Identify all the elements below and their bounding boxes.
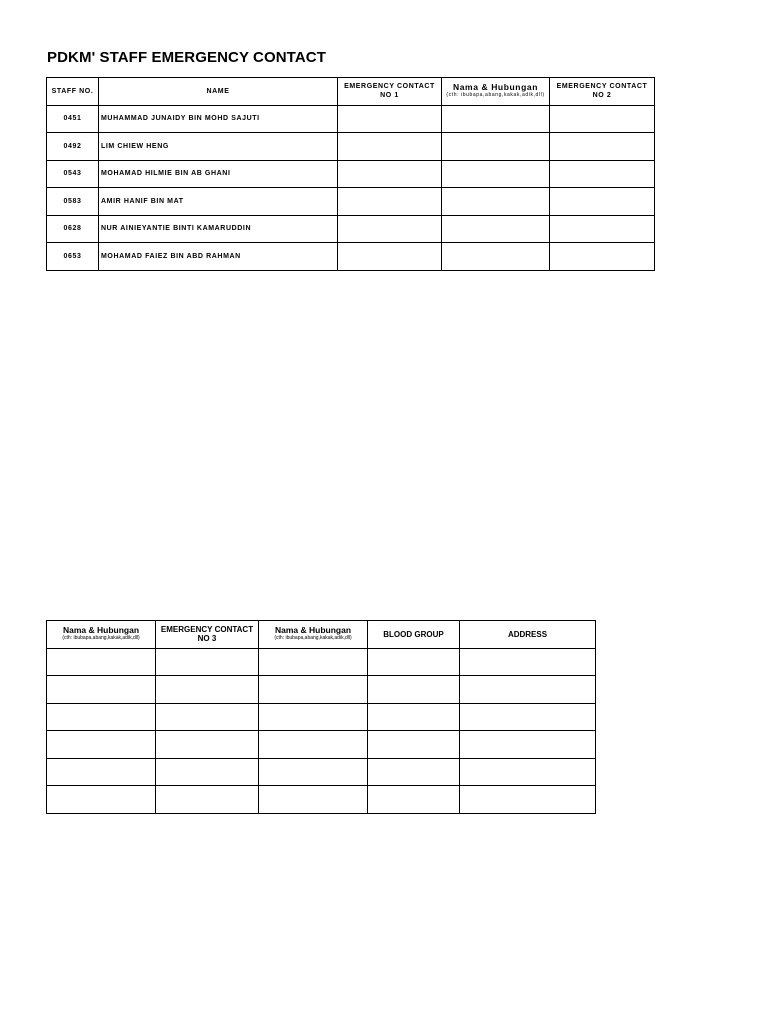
table-row [47, 786, 596, 814]
header-ec3-line1: EMERGENCY CONTACT [160, 625, 254, 635]
header-address: ADDRESS [460, 621, 596, 649]
emergency-contact-1-cell[interactable] [338, 105, 442, 133]
table-header-row [47, 78, 655, 106]
nama-hubungan-3-cell[interactable] [259, 703, 368, 731]
blood-group-cell[interactable] [368, 758, 460, 786]
nama-hubungan-2-cell[interactable] [47, 703, 156, 731]
emergency-contact-2-cell[interactable] [550, 215, 655, 243]
staff-no-cell: 0653 [47, 243, 99, 271]
emergency-contact-1-cell[interactable] [338, 133, 442, 161]
header-ec1-line2: NO 1 [380, 92, 399, 100]
name-cell: MOHAMAD HILMIE BIN AB GHANI [99, 160, 338, 188]
emergency-contact-1-cell[interactable] [338, 215, 442, 243]
table-row [47, 215, 655, 243]
emergency-contact-1-cell[interactable] [338, 160, 442, 188]
emergency-contact-3-cell[interactable] [156, 731, 259, 759]
nama-hubungan-2-cell[interactable] [47, 786, 156, 814]
table-header-row [47, 621, 596, 649]
emergency-contact-3-cell[interactable] [156, 648, 259, 676]
nama-hubungan-2-cell[interactable] [47, 731, 156, 759]
nama-hubungan-3-cell[interactable] [259, 676, 368, 704]
header-emergency-contact-2 [550, 78, 655, 106]
emergency-contact-2-cell[interactable] [550, 188, 655, 216]
address-cell[interactable] [460, 703, 596, 731]
nama-hubungan-1-cell[interactable] [442, 105, 550, 133]
table-row [47, 160, 655, 188]
staff-no-cell: 0492 [47, 133, 99, 161]
nama-hubungan-hint: (cth: ibubapa,abang,kakak,adik,dll) [446, 92, 545, 99]
table-row [47, 703, 596, 731]
contact-details-table [46, 620, 596, 814]
name-cell: LIM CHIEW HENG [99, 133, 338, 161]
header-nama-hubungan-3 [259, 621, 368, 649]
header-name: NAME [99, 78, 338, 106]
staff-no-cell: 0628 [47, 215, 99, 243]
header-blood-group: BLOOD GROUP [368, 621, 460, 649]
nama-hubungan-label: Nama & Hubungan [274, 625, 352, 636]
header-emergency-contact-1 [338, 78, 442, 106]
nama-hubungan-hint: (cth: ibubapa,abang,kakak,adik,dll) [62, 635, 140, 642]
nama-hubungan-1-cell[interactable] [442, 160, 550, 188]
blood-group-cell[interactable] [368, 786, 460, 814]
emergency-contact-3-cell[interactable] [156, 676, 259, 704]
emergency-contact-3-cell[interactable] [156, 758, 259, 786]
address-cell[interactable] [460, 786, 596, 814]
blood-group-cell[interactable] [368, 648, 460, 676]
page-title: PDKM' STAFF EMERGENCY CONTACT [47, 49, 326, 66]
nama-hubungan-3-cell[interactable] [259, 758, 368, 786]
header-nama-hubungan-1 [442, 78, 550, 106]
header-emergency-contact-3 [156, 621, 259, 649]
emergency-contact-2-cell[interactable] [550, 105, 655, 133]
header-ec2-line1: EMERGENCY CONTACT [556, 83, 648, 91]
nama-hubungan-3-cell[interactable] [259, 648, 368, 676]
emergency-contact-2-cell[interactable] [550, 133, 655, 161]
table-row [47, 243, 655, 271]
address-cell[interactable] [460, 676, 596, 704]
table-row [47, 676, 596, 704]
nama-hubungan-label: Nama & Hubungan [452, 82, 539, 93]
header-ec1-line1: EMERGENCY CONTACT [344, 83, 435, 91]
table-row [47, 648, 596, 676]
table-row [47, 133, 655, 161]
staff-no-cell: 0451 [47, 105, 99, 133]
name-cell: NUR AINIEYANTIE BINTI KAMARUDDIN [99, 215, 338, 243]
header-ec3-line2: NO 3 [197, 634, 217, 644]
nama-hubungan-1-cell[interactable] [442, 243, 550, 271]
nama-hubungan-3-cell[interactable] [259, 786, 368, 814]
header-ec2-line2: NO 2 [592, 92, 612, 100]
staff-no-cell: 0583 [47, 188, 99, 216]
emergency-contact-2-cell[interactable] [550, 243, 655, 271]
contact-rows [47, 648, 596, 813]
blood-group-cell[interactable] [368, 731, 460, 759]
address-cell[interactable] [460, 758, 596, 786]
nama-hubungan-1-cell[interactable] [442, 215, 550, 243]
name-cell: MUHAMMAD JUNAIDY BIN MOHD SAJUTI [99, 105, 338, 133]
nama-hubungan-hint: (cth: ibubapa,abang,kakak,adik,dll) [274, 635, 352, 642]
nama-hubungan-1-cell[interactable] [442, 133, 550, 161]
blood-group-cell[interactable] [368, 676, 460, 704]
staff-no-cell: 0543 [47, 160, 99, 188]
header-nama-hubungan-2 [47, 621, 156, 649]
table-row [47, 758, 596, 786]
name-cell: MOHAMAD FAIEZ BIN ABD RAHMAN [99, 243, 338, 271]
address-cell[interactable] [460, 731, 596, 759]
name-cell: AMIR HANIF BIN MAT [99, 188, 338, 216]
nama-hubungan-2-cell[interactable] [47, 676, 156, 704]
emergency-contact-3-cell[interactable] [156, 786, 259, 814]
nama-hubungan-3-cell[interactable] [259, 731, 368, 759]
staff-contact-table [46, 77, 655, 271]
nama-hubungan-1-cell[interactable] [442, 188, 550, 216]
emergency-contact-2-cell[interactable] [550, 160, 655, 188]
header-staff-no: STAFF NO. [47, 78, 99, 106]
address-cell[interactable] [460, 648, 596, 676]
emergency-contact-1-cell[interactable] [338, 188, 442, 216]
table-row [47, 731, 596, 759]
nama-hubungan-2-cell[interactable] [47, 758, 156, 786]
emergency-contact-3-cell[interactable] [156, 703, 259, 731]
blood-group-cell[interactable] [368, 703, 460, 731]
emergency-contact-1-cell[interactable] [338, 243, 442, 271]
table-row [47, 105, 655, 133]
nama-hubungan-label: Nama & Hubungan [62, 625, 140, 636]
nama-hubungan-2-cell[interactable] [47, 648, 156, 676]
staff-rows [47, 105, 655, 270]
table-row [47, 188, 655, 216]
